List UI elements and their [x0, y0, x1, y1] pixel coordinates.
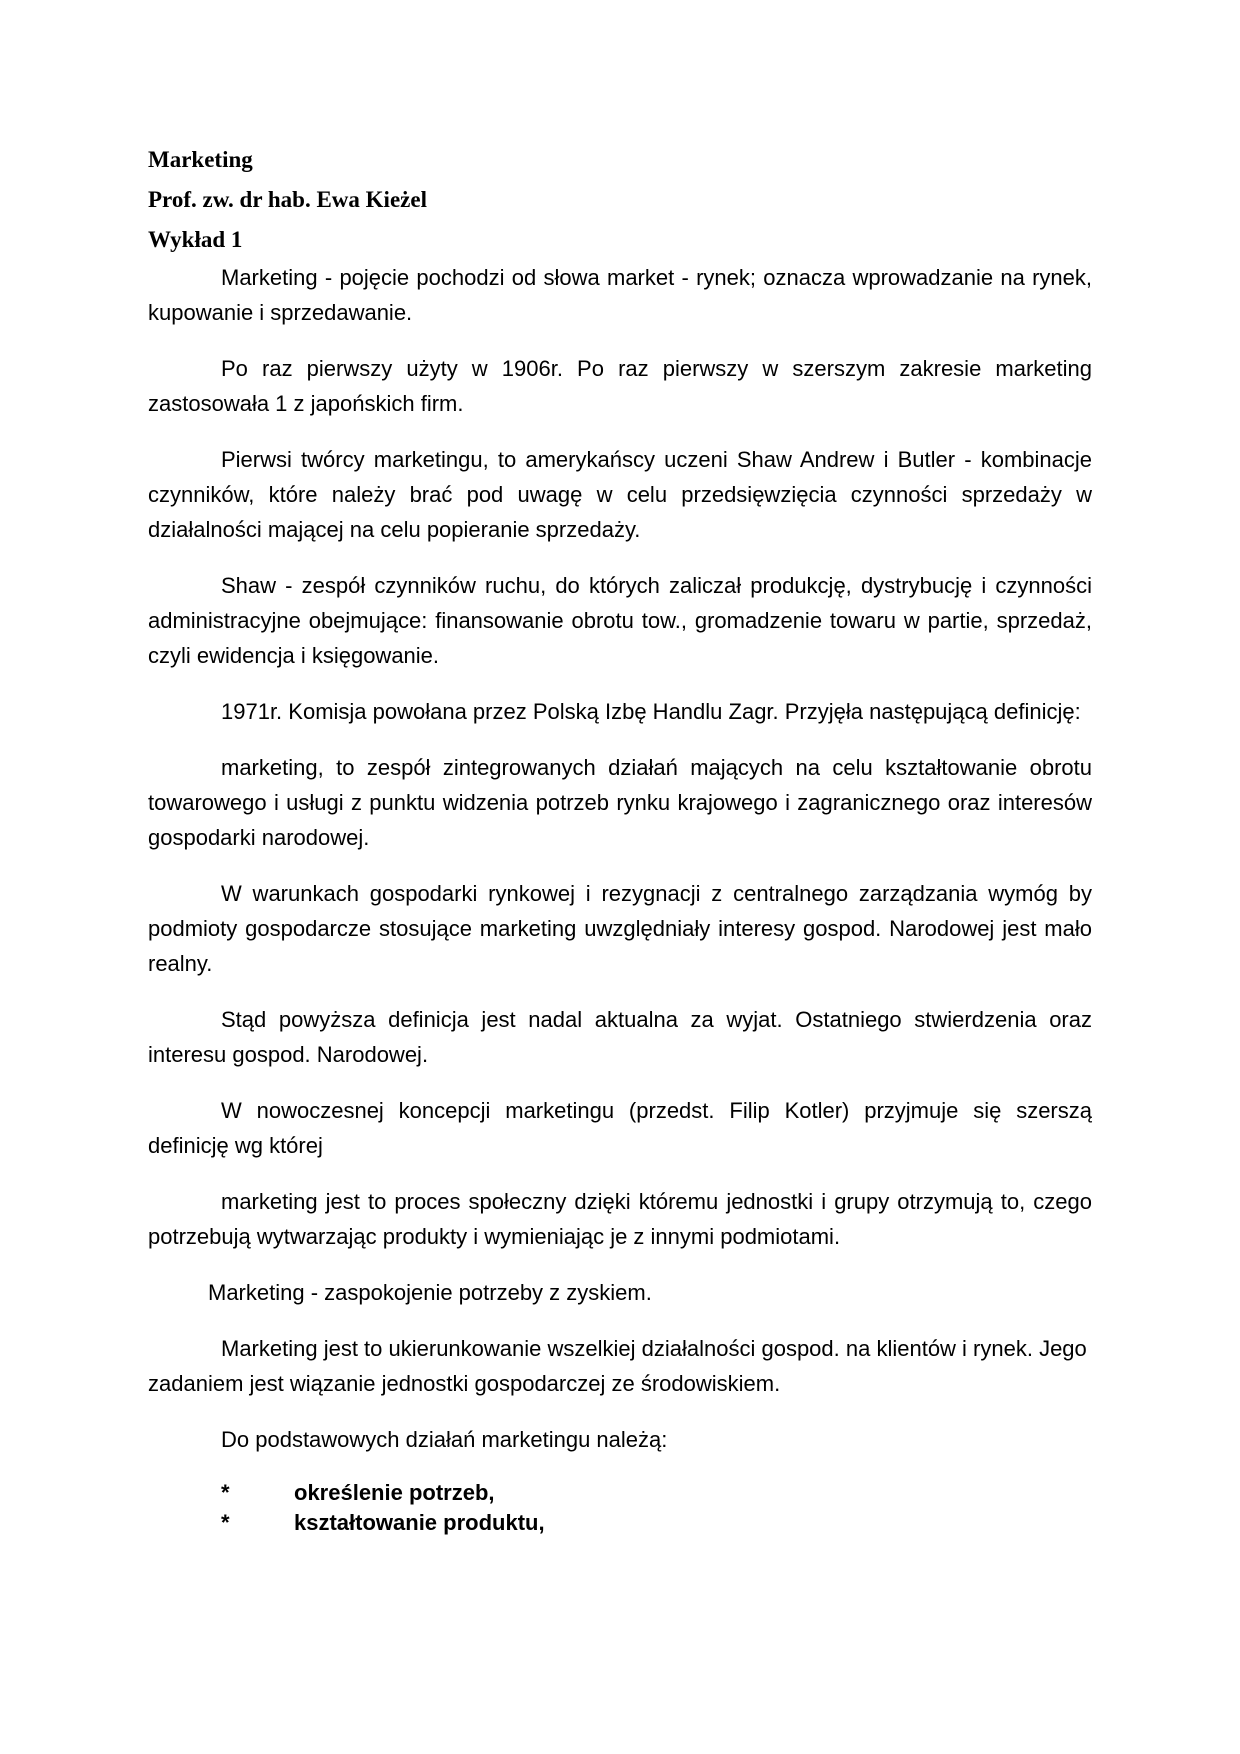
paragraph: W warunkach gospodarki rynkowej i rezygnacji z centralnego zarządzania wymóg by podmioty gospodarcze stosujące marketing uwzględniały interesy gospod. Narodowej jest mało realny. [148, 881, 1092, 976]
bullet-marker: * [221, 1510, 230, 1535]
paragraph: W nowoczesnej koncepcji marketingu (przedst. Filip Kotler) przyjmuje się szerszą definicję wg której [148, 1098, 1092, 1158]
document-title: Marketing [148, 147, 253, 172]
list-item-text: kształtowanie produktu, [294, 1510, 545, 1535]
definition-paragraph: marketing jest to proces społeczny dzięki któremu jednostki i grupy otrzymują to, czego potrzebują wytwarzając produkty i wymieniając je z innymi podmiotami. [148, 1189, 1092, 1249]
list-item [148, 1478, 1092, 1508]
bullet-list [148, 1478, 1092, 1538]
list-item [148, 1508, 1092, 1538]
paragraph: 1971r. Komisja powołana przez Polską Izbę Handlu Zagr. Przyjęła następującą definicję: [221, 699, 1081, 724]
lecture-label: Wykład 1 [148, 227, 243, 252]
paragraph: Stąd powyższa definicja jest nadal aktualna za wyjat. Ostatniego stwierdzenia oraz interesu gospod. Narodowej. [148, 1007, 1092, 1067]
paragraph: Pierwsi twórcy marketingu, to amerykańscy uczeni Shaw Andrew i Butler - kombinacje czynników, które należy brać pod uwagę w celu przedsięwzięcia czynności sprzedaży w działalności mającej na celu popieranie sprzedaży. [148, 447, 1092, 542]
list-item-text: określenie potrzeb, [294, 1480, 495, 1505]
paragraph: Po raz pierwszy użyty w 1906r. Po raz pierwszy w szerszym zakresie marketing zastosowała 1 z japońskich firm. [148, 356, 1092, 416]
paragraph: Marketing - zaspokojenie potrzeby z zyskiem. [208, 1280, 652, 1305]
definition-paragraph: marketing, to zespół zintegrowanych działań mających na celu kształtowanie obrotu towarowego i usługi z punktu widzenia potrzeb rynku krajowego i zagranicznego oraz interesów gospodarki narodowej. [148, 755, 1092, 850]
paragraph: Marketing - pojęcie pochodzi od słowa market - rynek; oznacza wprowadzanie na rynek, kupowanie i sprzedawanie. [148, 265, 1092, 325]
paragraph: Marketing jest to ukierunkowanie wszelkiej działalności gospod. na klientów i rynek. Jego zadaniem jest wiązanie jednostki gospodarczej ze środowiskiem. [148, 1336, 1087, 1396]
author-line: Prof. zw. dr hab. Ewa Kieżel [148, 187, 427, 212]
document-body [148, 140, 1092, 1538]
paragraph: Do podstawowych działań marketingu należą: [221, 1427, 668, 1452]
paragraph: Shaw - zespół czynników ruchu, do których zaliczał produkcję, dystrybucję i czynności administracyjne obejmujące: finansowanie obrotu tow., gromadzenie towaru w partie, sprzedaż, czyli ewidencja i księgowanie. [148, 573, 1092, 668]
bullet-marker: * [221, 1480, 230, 1505]
